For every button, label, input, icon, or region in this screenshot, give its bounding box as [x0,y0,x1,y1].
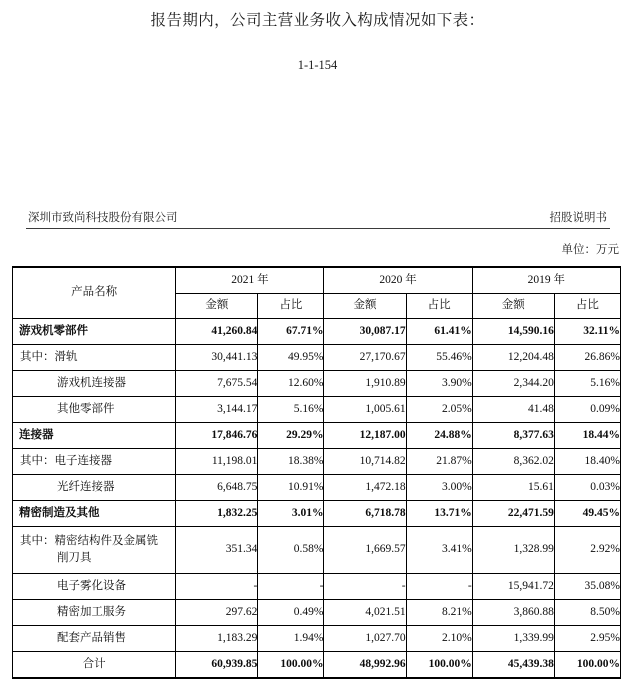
column-header-percent-2019: 占比 [554,293,620,319]
cell-percent: 61.41% [406,319,472,345]
cell-amount: - [324,574,406,600]
header-divider [26,228,610,229]
unit-label: 单位：万元 [561,244,619,256]
cell-amount: 30,087.17 [324,319,406,345]
cell-percent: 18.40% [554,449,620,475]
cell-percent: 35.08% [554,574,620,600]
row-label: 精密加工服务 [13,600,176,626]
cell-amount: 22,471.59 [472,501,554,527]
cell-amount: 12,204.48 [472,345,554,371]
revenue-composition-table-wrapper [12,266,621,679]
cell-percent: 2.05% [406,397,472,423]
cell-amount: 11,198.01 [176,449,258,475]
column-header-product-name: 产品名称 [13,267,176,319]
cell-amount: 1,339.99 [472,626,554,652]
row-label: 游戏机零部件 [13,319,176,345]
cell-percent: 55.46% [406,345,472,371]
cell-amount: 1,183.29 [176,626,258,652]
cell-percent: 8.50% [554,600,620,626]
cell-percent: 10.91% [258,475,324,501]
cell-percent: 0.58% [258,527,324,574]
row-label-line2: 削刀具 [57,552,92,564]
table-row [13,574,621,600]
column-header-year-2021: 2021 年 [176,267,324,293]
row-label: 配套产品销售 [13,626,176,652]
table-row [13,371,621,397]
row-label: 电子雾化设备 [13,574,176,600]
table-row [13,319,621,345]
row-label: 连接器 [13,423,176,449]
cell-percent: 26.86% [554,345,620,371]
cell-amount: 14,590.16 [472,319,554,345]
cell-amount: 1,832.25 [176,501,258,527]
cell-percent: 3.00% [406,475,472,501]
table-row [13,423,621,449]
total-amount: 48,992.96 [324,652,406,679]
cell-amount: 7,675.54 [176,371,258,397]
cell-percent: 2.10% [406,626,472,652]
cell-percent: 2.92% [554,527,620,574]
table-row [13,397,621,423]
table-row [13,527,621,574]
total-amount: 60,939.85 [176,652,258,679]
table-row [13,501,621,527]
cell-amount: 41.48 [472,397,554,423]
cell-amount: 1,472.18 [324,475,406,501]
running-header [28,209,607,225]
table-row [13,626,621,652]
cell-amount: 4,021.51 [324,600,406,626]
total-percent: 100.00% [554,652,620,679]
cell-percent: 67.71% [258,319,324,345]
table-row [13,475,621,501]
cell-percent: 24.88% [406,423,472,449]
total-percent: 100.00% [258,652,324,679]
row-label: 精密制造及其他 [13,501,176,527]
row-label: 其中：电子连接器 [13,449,176,475]
cell-percent: 3.01% [258,501,324,527]
cell-percent: - [406,574,472,600]
cell-amount: 17,846.76 [176,423,258,449]
row-label: 其中：滑轨 [13,345,176,371]
table-header [13,267,621,319]
table-row [13,600,621,626]
cell-amount: 30,441.13 [176,345,258,371]
cell-amount: 3,860.88 [472,600,554,626]
cell-percent: 1.94% [258,626,324,652]
cell-percent: 0.49% [258,600,324,626]
cell-amount: 41,260.84 [176,319,258,345]
cell-amount: 3,144.17 [176,397,258,423]
cell-amount: 15.61 [472,475,554,501]
cell-amount: 8,377.63 [472,423,554,449]
cell-amount: 297.62 [176,600,258,626]
cell-percent: 29.29% [258,423,324,449]
total-amount: 45,439.38 [472,652,554,679]
cell-amount: 351.34 [176,527,258,574]
cell-percent: 49.45% [554,501,620,527]
intro-paragraph: 报告期内，公司主营业务收入构成情况如下表： [150,12,485,29]
cell-percent: 49.95% [258,345,324,371]
cell-percent: 18.38% [258,449,324,475]
cell-percent: 13.71% [406,501,472,527]
cell-percent: 12.60% [258,371,324,397]
cell-amount: 1,910.89 [324,371,406,397]
row-label: 其中：精密结构件及金属铣 削刀具 [13,527,176,574]
column-header-amount-2019: 金额 [472,293,554,319]
document-title: 招股说明书 [549,212,607,224]
cell-amount: 1,328.99 [472,527,554,574]
cell-percent: 18.44% [554,423,620,449]
column-header-amount-2021: 金额 [176,293,258,319]
table-body [13,319,621,679]
cell-percent: 2.95% [554,626,620,652]
total-percent: 100.00% [406,652,472,679]
cell-percent: 3.90% [406,371,472,397]
cell-amount: - [176,574,258,600]
cell-percent: 0.03% [554,475,620,501]
row-label: 其他零部件 [13,397,176,423]
column-header-year-2019: 2019 年 [472,267,620,293]
cell-percent: - [258,574,324,600]
column-header-percent-2021: 占比 [258,293,324,319]
cell-percent: 5.16% [554,371,620,397]
cell-amount: 15,941.72 [472,574,554,600]
cell-percent: 0.09% [554,397,620,423]
cell-percent: 32.11% [554,319,620,345]
cell-amount: 2,344.20 [472,371,554,397]
cell-amount: 1,005.61 [324,397,406,423]
revenue-composition-table [12,266,621,679]
row-label: 光纤连接器 [13,475,176,501]
table-row [13,345,621,371]
cell-percent: 3.41% [406,527,472,574]
column-header-year-2020: 2020 年 [324,267,472,293]
cell-amount: 10,714.82 [324,449,406,475]
column-header-percent-2020: 占比 [406,293,472,319]
cell-amount: 6,648.75 [176,475,258,501]
cell-amount: 12,187.00 [324,423,406,449]
cell-amount: 8,362.02 [472,449,554,475]
company-name: 深圳市致尚科技股份有限公司 [28,212,178,224]
cell-percent: 21.87% [406,449,472,475]
cell-amount: 1,027.70 [324,626,406,652]
table-row [13,449,621,475]
total-label: 合计 [13,652,176,679]
page-number: 1-1-154 [297,58,338,72]
cell-amount: 1,669.57 [324,527,406,574]
cell-percent: 8.21% [406,600,472,626]
cell-amount: 27,170.67 [324,345,406,371]
cell-percent: 5.16% [258,397,324,423]
table-total-row [13,652,621,679]
table-header-row-year [13,267,621,293]
column-header-amount-2020: 金额 [324,293,406,319]
cell-amount: 6,718.78 [324,501,406,527]
row-label: 游戏机连接器 [13,371,176,397]
